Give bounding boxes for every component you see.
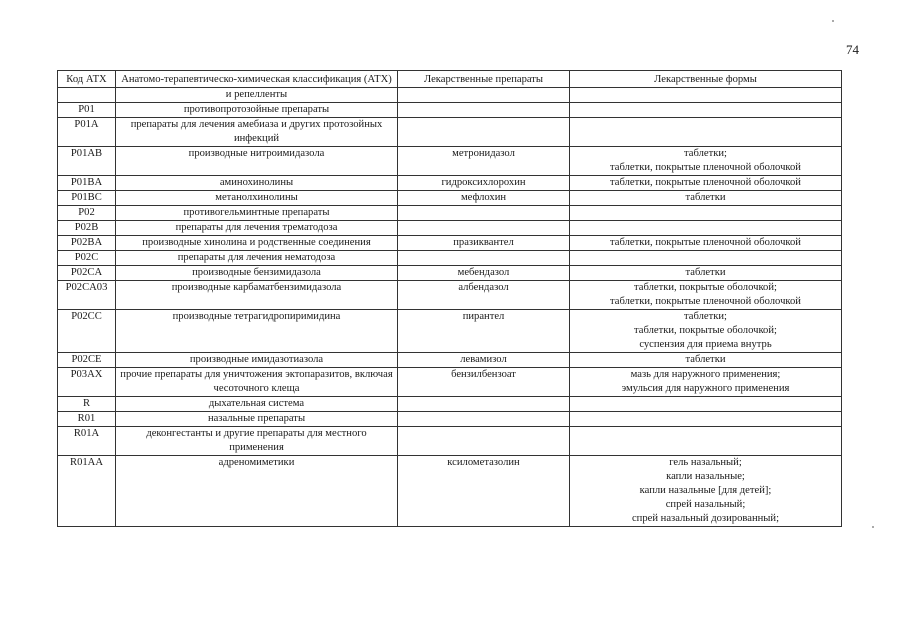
table-header-row (58, 71, 842, 88)
table-row (58, 118, 842, 147)
atx-code-cell: P02CA (58, 266, 116, 281)
atx-code-cell: P03AX (58, 368, 116, 397)
drug-cell (398, 427, 570, 456)
atx-code-cell: R01 (58, 412, 116, 427)
table-row (58, 266, 842, 281)
drug-cell (398, 397, 570, 412)
forms-cell (570, 251, 842, 266)
drug-cell: бензилбензоат (398, 368, 570, 397)
table-row (58, 353, 842, 368)
atx-code-cell: P02CC (58, 310, 116, 353)
forms-cell: таблетки, покрытые пленочной оболочкой (570, 236, 842, 251)
drug-cell (398, 103, 570, 118)
header-drugs: Лекарственные препараты (398, 71, 570, 88)
forms-cell (570, 397, 842, 412)
forms-cell (570, 88, 842, 103)
drug-cell: гидроксихлорохин (398, 176, 570, 191)
classification-cell: препараты для лечения амебиаза и других протозойных инфекций (116, 118, 398, 147)
drug-cell (398, 221, 570, 236)
atx-code-cell: P01BC (58, 191, 116, 206)
atx-table (57, 70, 842, 527)
forms-cell: гель назальный; капли назальные; капли назальные [для детей]; спрей назальный; спрей назальный дозированный; (570, 456, 842, 527)
classification-cell: препараты для лечения нематодоза (116, 251, 398, 266)
forms-cell (570, 221, 842, 236)
forms-cell: мазь для наружного применения; эмульсия для наружного применения (570, 368, 842, 397)
classification-cell: деконгестанты и другие препараты для местного применения (116, 427, 398, 456)
table-row (58, 251, 842, 266)
atx-code-cell: P01 (58, 103, 116, 118)
atx-code-cell: R01A (58, 427, 116, 456)
atx-code-cell: P02CA03 (58, 281, 116, 310)
header-forms: Лекарственные формы (570, 71, 842, 88)
forms-cell (570, 206, 842, 221)
drug-cell (398, 251, 570, 266)
drug-cell (398, 206, 570, 221)
forms-cell: таблетки (570, 266, 842, 281)
classification-cell: производные бензимидазола (116, 266, 398, 281)
drug-cell: ксилометазолин (398, 456, 570, 527)
drug-cell: празиквантел (398, 236, 570, 251)
table-body (58, 88, 842, 527)
table-row (58, 147, 842, 176)
table-row (58, 176, 842, 191)
drug-cell: метронидазол (398, 147, 570, 176)
table-row (58, 456, 842, 527)
forms-cell (570, 412, 842, 427)
drug-cell: пирантел (398, 310, 570, 353)
classification-cell: производные карбаматбензимидазола (116, 281, 398, 310)
drug-cell: албендазол (398, 281, 570, 310)
classification-cell: препараты для лечения трематодоза (116, 221, 398, 236)
table-row (58, 236, 842, 251)
drug-cell: мебендазол (398, 266, 570, 281)
forms-cell (570, 427, 842, 456)
table-row (58, 221, 842, 236)
table-row (58, 310, 842, 353)
atx-code-cell: P01BA (58, 176, 116, 191)
forms-cell: таблетки, покрытые оболочкой; таблетки, покрытые пленочной оболочкой (570, 281, 842, 310)
forms-cell (570, 118, 842, 147)
atx-code-cell (58, 88, 116, 103)
classification-cell: производные тетрагидропиримидина (116, 310, 398, 353)
scan-speck (872, 526, 874, 528)
header-classification: Анатомо-терапевтическо-химическая классификация (АТХ) (116, 71, 398, 88)
drug-cell (398, 88, 570, 103)
forms-cell: таблетки; таблетки, покрытые оболочкой; суспензия для приема внутрь (570, 310, 842, 353)
atx-code-cell: P01A (58, 118, 116, 147)
table-row (58, 88, 842, 103)
classification-cell: прочие препараты для уничтожения эктопаразитов, включая чесоточного клеща (116, 368, 398, 397)
forms-cell: таблетки; таблетки, покрытые пленочной оболочкой (570, 147, 842, 176)
atx-code-cell: P01AB (58, 147, 116, 176)
table-row (58, 191, 842, 206)
classification-cell: производные хинолина и родственные соединения (116, 236, 398, 251)
header-code: Код АТХ (58, 71, 116, 88)
forms-cell: таблетки (570, 191, 842, 206)
classification-cell: противогельминтные препараты (116, 206, 398, 221)
atx-code-cell: R01AA (58, 456, 116, 527)
classification-cell: метанолхинолины (116, 191, 398, 206)
drug-cell (398, 118, 570, 147)
forms-cell: таблетки (570, 353, 842, 368)
classification-cell: назальные препараты (116, 412, 398, 427)
table-row (58, 427, 842, 456)
atx-code-cell: R (58, 397, 116, 412)
classification-cell: противопротозойные препараты (116, 103, 398, 118)
atx-code-cell: P02B (58, 221, 116, 236)
atx-code-cell: P02CE (58, 353, 116, 368)
forms-cell (570, 103, 842, 118)
table-row (58, 397, 842, 412)
classification-cell: дыхательная система (116, 397, 398, 412)
drug-cell: левамизол (398, 353, 570, 368)
table-row (58, 368, 842, 397)
drug-cell: мефлохин (398, 191, 570, 206)
atx-code-cell: P02BA (58, 236, 116, 251)
classification-cell: адреномиметики (116, 456, 398, 527)
table-row (58, 281, 842, 310)
classification-cell: производные имидазотиазола (116, 353, 398, 368)
table-row (58, 103, 842, 118)
classification-cell: производные нитроимидазола (116, 147, 398, 176)
scan-speck (832, 20, 834, 22)
table-row (58, 206, 842, 221)
table-row (58, 412, 842, 427)
atx-code-cell: P02C (58, 251, 116, 266)
drug-cell (398, 412, 570, 427)
forms-cell: таблетки, покрытые пленочной оболочкой (570, 176, 842, 191)
atx-code-cell: P02 (58, 206, 116, 221)
classification-cell: и репелленты (116, 88, 398, 103)
page-number: 74 (846, 42, 859, 57)
classification-cell: аминохинолины (116, 176, 398, 191)
